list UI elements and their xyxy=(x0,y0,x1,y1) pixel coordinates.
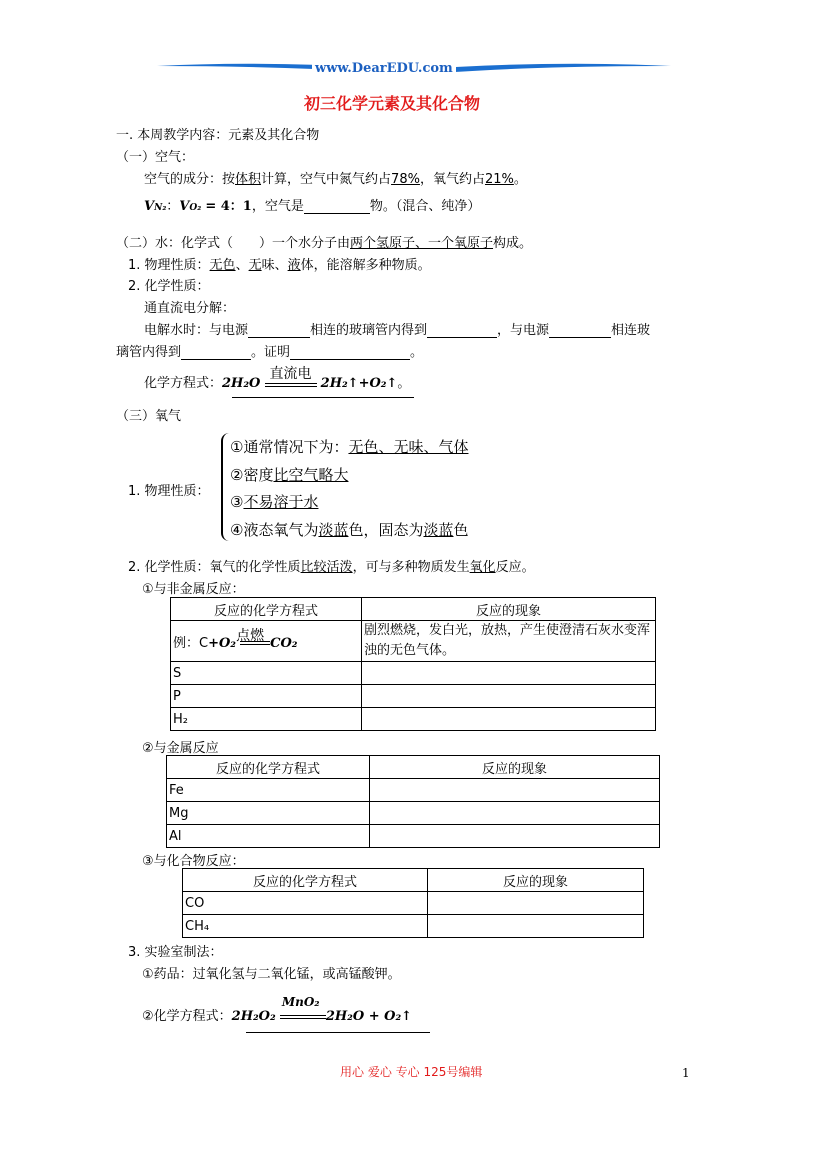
col-equation: 反应的化学方程式 xyxy=(183,869,428,892)
table-cell xyxy=(428,892,644,915)
table-cell xyxy=(370,825,660,848)
table-cell: Mg xyxy=(167,802,370,825)
table-cell: H₂ xyxy=(171,708,362,731)
col-equation: 反应的化学方程式 xyxy=(167,756,370,779)
table-1-title: ①与非金属反应： xyxy=(142,582,245,597)
oxygen-phys-3: ③不易溶于水 xyxy=(230,493,319,511)
lab-equation: ②化学方程式：2H₂O₂ MnO₂ 2H₂O + O₂↑ xyxy=(142,994,413,1024)
table-compound xyxy=(182,868,644,938)
water-chemical: 2. 化学性质： xyxy=(128,279,210,294)
brace xyxy=(221,433,229,541)
lab-heading: 3. 实验室制法： xyxy=(128,945,223,960)
table-cell xyxy=(362,708,656,731)
table-cell xyxy=(362,685,656,708)
water-equation-underline xyxy=(232,397,414,398)
oxygen-phys-4: ④液态氧气为淡蓝色，固态为淡蓝色 xyxy=(230,521,469,539)
water-equation: 化学方程式：2H₂O 直流电 2H₂↑+O₂↑。 xyxy=(144,366,411,391)
section-1-heading: 一. 本周教学内容：元素及其化合物 xyxy=(116,128,320,143)
water-physical: 1. 物理性质：无色、无味、液体，能溶解多种物质。 xyxy=(128,258,431,273)
table-cell xyxy=(370,779,660,802)
table-cell: 剧烈燃烧，发白光，放热，产生使澄清石灰水变浑浊的无色气体。 xyxy=(362,621,656,662)
table-cell: 例：C+O₂ 点燃 CO₂ xyxy=(171,621,362,662)
air-line-1: 空气的成分：按体积计算，空气中氮气约占78%，氧气约占21%。 xyxy=(144,172,527,187)
table-cell xyxy=(370,802,660,825)
water-electrolysis-line-2: 璃管内得到 。证明 。 xyxy=(116,345,424,360)
table-cell: CO xyxy=(183,892,428,915)
lab-reagents: ①药品：过氧化氢与二氧化锰，或高锰酸钾。 xyxy=(142,967,401,982)
oxygen-chemical: 2. 化学性质：氧气的化学性质比较活泼，可与多种物质发生氧化反应。 xyxy=(128,560,535,575)
water-electrolysis: 通直流电分解： xyxy=(144,301,236,316)
table-nonmetal xyxy=(170,597,656,731)
table-cell: S xyxy=(171,662,362,685)
table-cell: CH₄ xyxy=(183,915,428,938)
col-phenomenon: 反应的现象 xyxy=(362,598,656,621)
col-phenomenon: 反应的现象 xyxy=(428,869,644,892)
oxygen-physical-label: 1. 物理性质： xyxy=(128,484,210,499)
table-cell xyxy=(428,915,644,938)
air-heading: （一）空气： xyxy=(116,150,195,165)
water-heading: （二）水：化学式（ ）一个水分子由两个氢原子、一个氧原子构成。 xyxy=(116,236,533,251)
table-2-title: ②与金属反应 xyxy=(142,741,219,756)
lab-equation-underline xyxy=(246,1032,430,1033)
air-ratio-line: VN₂：VO₂ = 4：1，空气是 物。（混合、纯净） xyxy=(144,199,481,214)
header-site[interactable]: www.DearEDU.com xyxy=(312,61,456,76)
table-3-title: ③与化合物反应： xyxy=(142,854,245,869)
oxygen-heading: （三）氧气 xyxy=(116,409,182,424)
page-title: 初三化学元素及其化合物 xyxy=(304,94,481,113)
oxygen-phys-2: ②密度比空气略大 xyxy=(230,466,349,484)
footer-text: 用心 爱心 专心 125号编辑 xyxy=(340,1065,483,1079)
table-cell: P xyxy=(171,685,362,708)
water-electrolysis-line-1: 电解水时：与电源 相连的玻璃管内得到 ，与电源 相连玻 xyxy=(144,323,651,338)
page-number: 1 xyxy=(682,1066,690,1080)
table-cell xyxy=(362,662,656,685)
table-metal xyxy=(166,755,660,848)
table-cell: Al xyxy=(167,825,370,848)
table-cell: Fe xyxy=(167,779,370,802)
col-phenomenon: 反应的现象 xyxy=(370,756,660,779)
oxygen-phys-1: ①通常情况下为：无色、无味、气体 xyxy=(230,438,469,456)
col-equation: 反应的化学方程式 xyxy=(171,598,362,621)
